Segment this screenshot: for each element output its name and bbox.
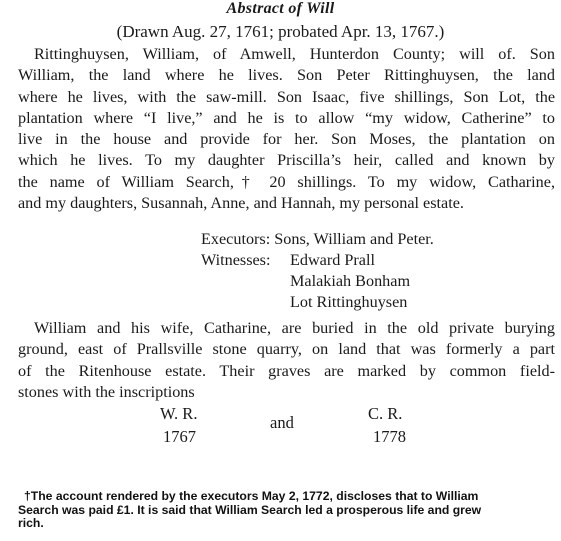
document-subtitle: (Drawn Aug. 27, 1761; probated Apr. 13, 1767.) <box>116 22 445 41</box>
will-line: the name of William Search,† 20 shillings. To my widow, Catharine, <box>18 172 555 191</box>
burial-line: ground, east of Prallsville stone quarry, on land that was formerly a part <box>18 340 555 359</box>
will-paragraph <box>18 44 555 214</box>
will-line: plantation where “I live,” and he is to allow “my widow, Catherine” to <box>18 108 555 127</box>
witness-name: Malakiah Bonham <box>290 272 411 290</box>
burial-line: stones with the inscriptions <box>18 382 195 401</box>
will-line: live in the house and provide for her. Son Moses, the plantation on <box>18 130 555 149</box>
inscription-left-initials: W. R. <box>160 404 198 423</box>
burial-line: William and his wife, Catharine, are buried in the old private burying <box>34 319 555 337</box>
document-title: Abstract of Will <box>226 0 335 17</box>
inscription-right-year: 1778 <box>373 427 406 446</box>
witness-name: Lot Rittinghuysen <box>290 293 408 311</box>
executors-line: Executors: Sons, William and Peter. <box>201 230 434 248</box>
will-line: which he lives. To my daughter Priscilla’s heir, called and known by <box>18 151 555 170</box>
inscription-left-year: 1767 <box>163 427 196 446</box>
burial-line: of the Ritenhouse estate. Their graves are marked by common field- <box>18 361 555 380</box>
will-line: Rittinghuysen, William, of Amwell, Hunterdon County; will of. Son <box>34 45 555 63</box>
burial-paragraph <box>18 318 555 403</box>
will-line: where he lives, with the saw-mill. Son Isaac, five shillings, Son Lot, the <box>18 87 555 106</box>
footnote <box>18 490 558 531</box>
inscription-right-initials: C. R. <box>368 404 403 423</box>
will-line: William, the land where he lives. Son Peter Rittinghuysen, the land <box>18 66 555 85</box>
will-line: and my daughters, Susannah, Anne, and Hannah, my personal estate. <box>18 194 464 213</box>
footnote-line: †The account rendered by the executors May 2, 1772, discloses that to William <box>24 489 479 503</box>
witnesses-label: Witnesses: <box>201 251 271 269</box>
inscription-conjunction: and <box>270 413 294 432</box>
witness-name: Edward Prall <box>290 251 375 269</box>
footnote-line: rich. <box>18 516 44 531</box>
footnote-line: Search was paid £1. It is said that William Search led a prosperous life and grew <box>18 502 482 517</box>
